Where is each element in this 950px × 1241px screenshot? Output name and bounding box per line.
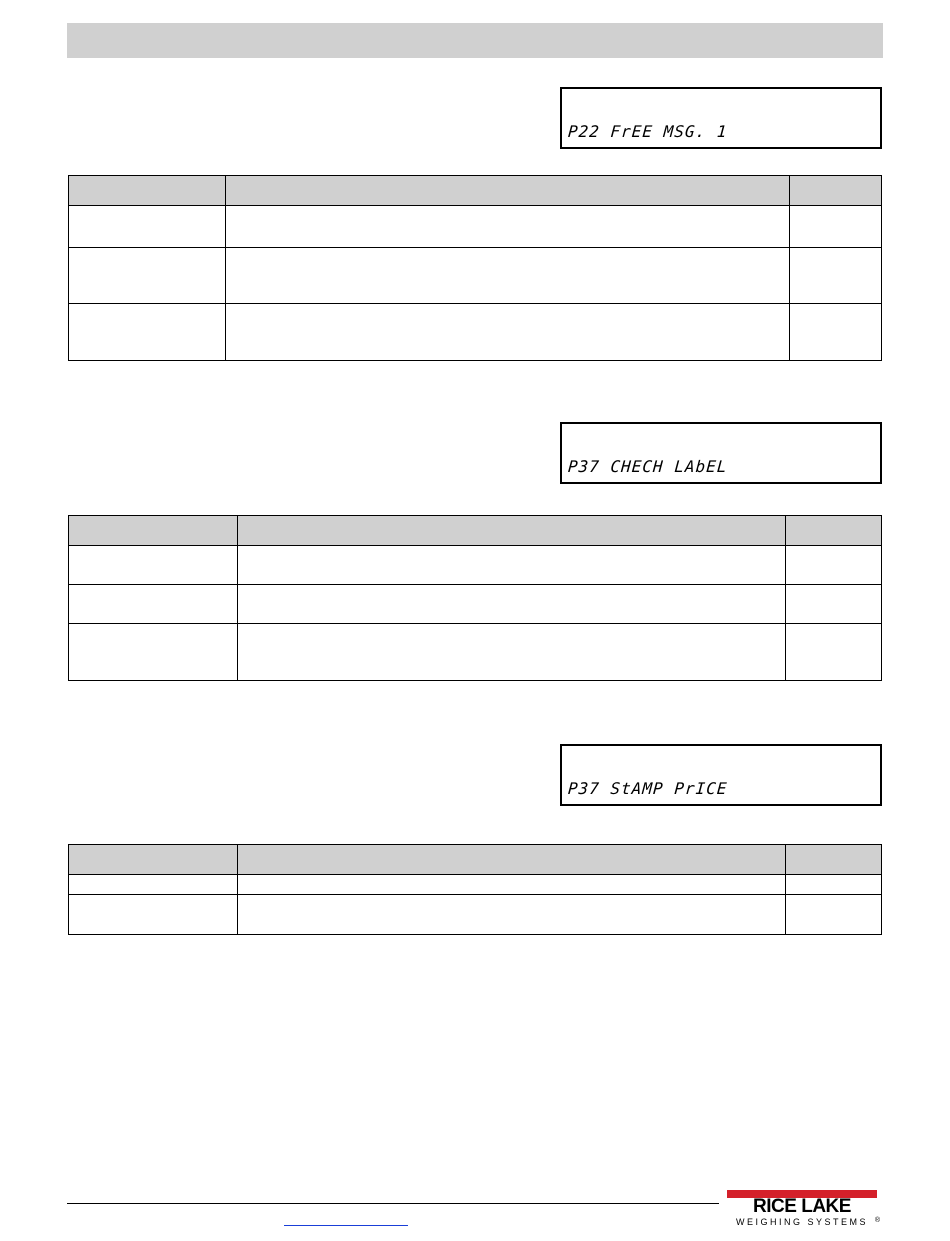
lcd-display-text: P37 CHECH LAbEL: [567, 457, 729, 476]
table-row: [69, 875, 882, 895]
lcd-display-p37-stamp: [560, 744, 882, 806]
table-header-row: [69, 176, 882, 206]
table-header-cell: [69, 845, 238, 875]
table-header-cell: [790, 176, 882, 206]
rice-lake-logo: [724, 1190, 880, 1228]
table-row: [69, 304, 882, 361]
table-row: [69, 248, 882, 304]
footer-rule: [67, 1203, 719, 1204]
table-row: [69, 585, 882, 624]
table-header-cell: [238, 845, 786, 875]
table-header-cell: [786, 845, 882, 875]
table-header-row: [69, 845, 882, 875]
registered-mark: ®: [874, 1217, 880, 1224]
lcd-display-p22: [560, 87, 882, 149]
parameter-table-p37-check: [68, 515, 882, 681]
lcd-display-p37-check: [560, 422, 882, 484]
parameter-table-p37-stamp: [68, 844, 882, 935]
table-header-cell: [226, 176, 790, 206]
section-header-bar: [67, 23, 883, 58]
table-header-cell: [69, 176, 226, 206]
table-header-cell: [69, 516, 238, 546]
table-row: [69, 206, 882, 248]
logo-brand-text: RICE LAKE: [753, 1196, 851, 1217]
lcd-display-text: P37 StAMP PrICE: [567, 779, 729, 798]
table-row: [69, 624, 882, 681]
footer-link-underline[interactable]: [284, 1225, 408, 1226]
table-header-cell: [786, 516, 882, 546]
parameter-table-p22: [68, 175, 882, 361]
table-header-cell: [238, 516, 786, 546]
table-header-row: [69, 516, 882, 546]
table-row: [69, 546, 882, 585]
lcd-display-text: P22 FrEE MSG. 1: [567, 122, 729, 141]
table-row: [69, 895, 882, 935]
logo-subtitle: WEIGHING SYSTEMS: [735, 1217, 868, 1227]
